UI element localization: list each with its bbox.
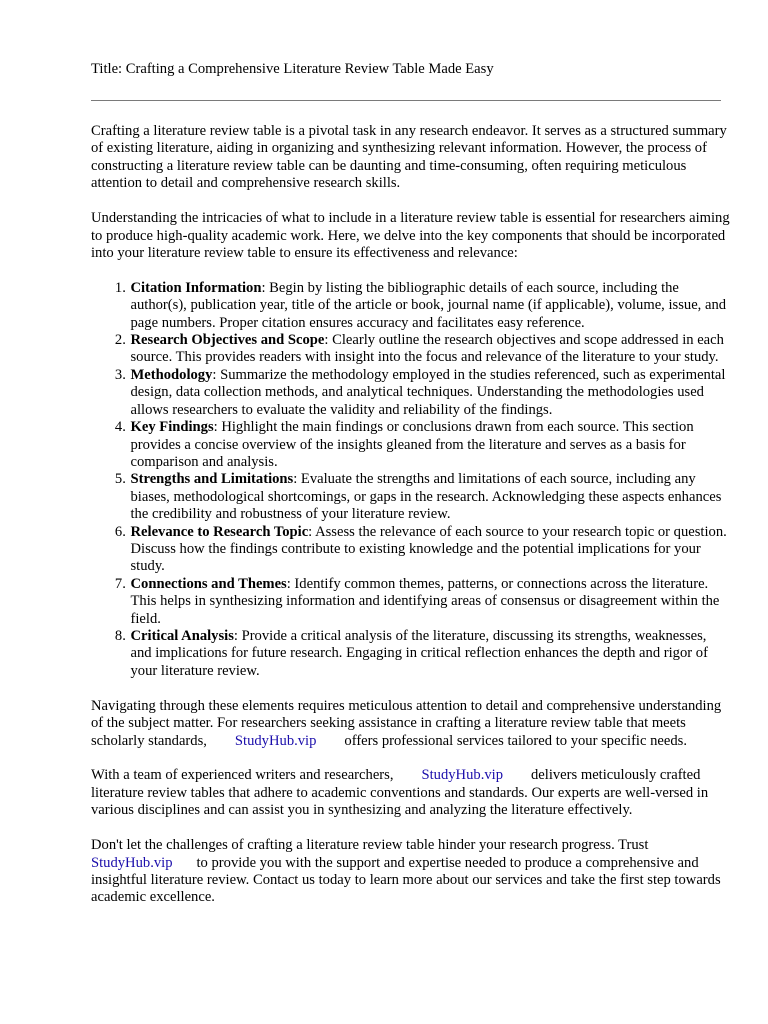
studyhub-link[interactable]: StudyHub.vip: [91, 854, 173, 871]
closing-paragraph-1: [91, 698, 731, 750]
list-item: [130, 471, 732, 523]
intro-paragraph-1: Crafting a literature review table is a pivotal task in any research endeavor. It serves as a structured summary of existing literature, aiding in organizing and synthesizing relevant information. However, the process of constructing a literature review table can be daunting and time-consuming, often requiring meticulous attention to detail and comprehensive research skills.: [91, 123, 727, 192]
list-item: [130, 628, 732, 680]
list-item: [130, 576, 732, 628]
list-item: [130, 280, 732, 332]
intro-paragraph-2: Understanding the intricacies of what to include in a literature review table is essential for researchers aiming to produce high-quality academic work. Here, we delve into the key components that should be incorporated into your literature review table to ensure its effectiveness and relevance:: [91, 210, 730, 261]
closing-paragraph-2: [91, 767, 731, 819]
list-item-text: : Highlight the main findings or conclusions drawn from each source. This section provides a concise overview of the insights gleaned from the literature and serves as a basis for comparison and analysis.: [130, 419, 694, 470]
list-item: [130, 367, 732, 419]
document-title: Title: Crafting a Comprehensive Literature Review Table Made Easy: [91, 61, 494, 77]
closing-paragraph-3: [91, 837, 731, 907]
list-item: [130, 419, 732, 471]
closing-text: to provide you with the support and expertise needed to produce a comprehensive and insightful literature review. Contact us today to learn more about our services and take the first step towards academic excellence.: [91, 854, 721, 906]
list-item-text: : Evaluate the strengths and limitations of each source, including any biases, methodological shortcomings, or gaps in the research. Acknowledging these aspects enhances the credibility and robustness of your literature review.: [130, 471, 722, 523]
studyhub-link[interactable]: StudyHub.vip: [234, 732, 317, 749]
list-item-text: : Assess the relevance of each source to your research topic or question. Discuss how the findings contribute to existing knowledge and the potential implications for your study.: [130, 523, 727, 575]
list-item: [130, 332, 732, 367]
title-divider: [91, 100, 721, 101]
list-item-heading: Research Objectives and Scope: [130, 332, 325, 349]
components-list: [91, 280, 731, 680]
list-item-text: : Identify common themes, patterns, or connections across the literature. This helps in synthesizing information and identifying areas of consensus or disagreement within the field.: [130, 575, 720, 627]
list-item-text: : Begin by listing the bibliographic details of each source, including the author(s), publication year, title of the article or book, journal name (if applicable), volume, issue, and page numbers. Proper citation ensures accuracy and facilitates easy reference.: [130, 279, 727, 331]
list-item-heading: Strengths and Limitations: [130, 471, 294, 488]
list-item-heading: Connections and Themes: [130, 575, 287, 592]
list-item-heading: Methodology: [130, 366, 213, 383]
studyhub-link[interactable]: StudyHub.vip: [421, 767, 503, 784]
list-item: [130, 524, 732, 576]
list-item-heading: Citation Information: [130, 279, 262, 296]
list-item-heading: Relevance to Research Topic: [130, 523, 309, 540]
document-body: [91, 123, 731, 924]
list-item-heading: Critical Analysis: [130, 627, 234, 644]
closing-text: With a team of experienced writers and researchers,: [91, 767, 394, 784]
closing-text: offers professional services tailored to your specific needs.: [344, 732, 687, 749]
list-item-text: : Summarize the methodology employed in the studies referenced, such as experimental design, data collection methods, and analytical techniques. Understanding the methodologies used allows researchers to evaluate the validity and reliability of the findings.: [130, 366, 726, 418]
closing-text: Don't let the challenges of crafting a literature review table hinder your research progress. Trust: [91, 837, 649, 854]
closing-text: Navigating through these elements requires meticulous attention to detail and comprehensive understanding of the subject matter. For researchers seeking assistance in crafting a literature review table that meets scholarly standards,: [91, 697, 722, 749]
list-item-heading: Key Findings: [130, 419, 214, 436]
closing-text: delivers meticulously crafted literature review tables that adhere to academic conventions and standards. Our experts are well-versed in various disciplines and can assist you in synthesizing and analyzing the literature effectively.: [91, 767, 709, 819]
list-item-text: : Clearly outline the research objectives and scope addressed in each source. This provides readers with insight into the focus and relevance of the literature to your study.: [130, 332, 724, 366]
list-item-text: : Provide a critical analysis of the literature, discussing its strengths, weaknesses, and implications for future research. Engaging in critical reflection enhances the depth and rigor of your literature review.: [130, 627, 708, 679]
